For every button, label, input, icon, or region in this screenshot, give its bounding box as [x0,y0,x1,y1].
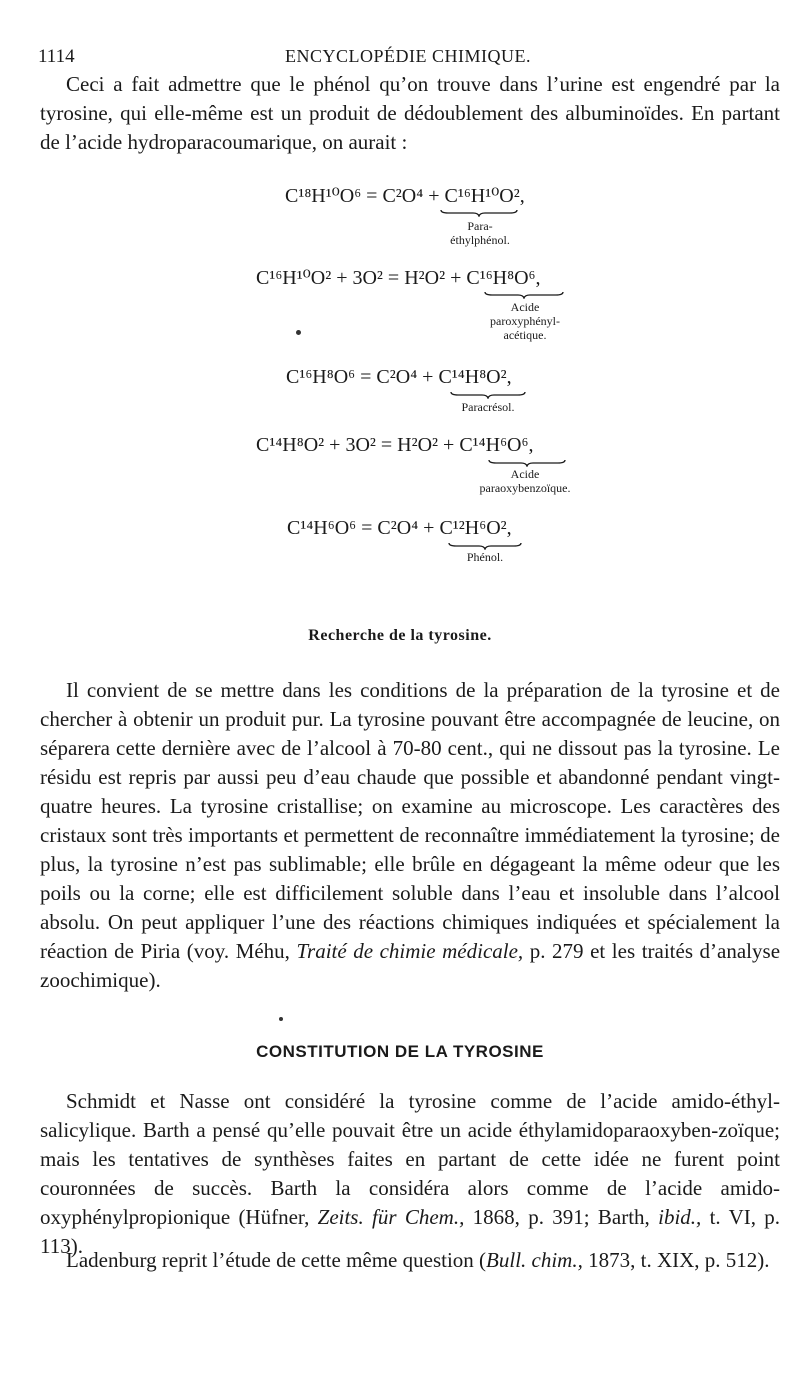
equation-2-brace [484,291,564,299]
ink-speck [296,330,301,335]
page-number: 1114 [38,46,75,67]
equation-1-lhs: C¹⁸H¹⁰O⁶ = C²O⁴ + [285,185,440,207]
running-title: ENCYCLOPÉDIE CHIMIQUE. [285,46,531,66]
constitution-text-b: 1868, p. 391; Barth, [472,1205,650,1229]
recherche-paragraph [40,676,780,995]
equation-5 [287,517,512,540]
equation-4 [256,434,533,457]
equation-2-lhs: C¹⁶H¹⁰O² + 3O² = H²O² + [256,267,462,289]
equation-4-product: C¹⁴H⁶O⁶, [459,434,534,456]
equation-3-lhs: C¹⁶H⁸O⁶ = C²O⁴ + [286,366,434,388]
constitution-paragraph-2 [40,1246,780,1275]
constitution-text-c: t. VI, p. 113). [40,1205,781,1258]
constitution-paragraph-1 [40,1087,780,1261]
constitution-p2-text-b: 1873, t. XIX, p. 512). [588,1248,770,1272]
section-heading-constitution: CONSTITUTION DE LA TYROSINE [256,1042,544,1061]
ink-speck [279,1017,283,1021]
equation-5-lhs: C¹⁴H⁶O⁶ = C²O⁴ + [287,517,435,539]
constitution-p2-citation: Bull. chim., [486,1248,583,1272]
constitution-p2-text-a: Ladenburg reprit l’étude de cette même question ( [66,1248,487,1272]
equation-5-brace [448,542,522,550]
equation-2-caption: Acide paroxyphényl- acétique. [490,300,560,342]
equation-4-brace [488,459,566,467]
equation-1-product: C¹⁶H¹⁰O², [444,185,525,207]
equation-5-caption: Phénol. [466,550,504,564]
constitution-text-a: Schmidt et Nasse ont considéré la tyrosine comme de l’acide amido-éthyl-salicylique. Barth a pensé qu’elle pouvait être un acide éthylamidoparaoxyben-zoïque; mais les tentatives de synthèses faites en partant de cette idée ne furent point couronnées de succès. Barth la considéra alors comme de l’acide amido-oxyphénylpropionique (Hüfner, [40,1089,780,1229]
intro-paragraph: Ceci a fait admettre que le phénol qu’on trouve dans l’urine est engendré par la tyrosine, qui elle-même est un produit de dédoublement des albuminoïdes. En partant de l’acide hydroparacoumarique, on aurait : [40,72,780,154]
constitution-citation-1: Zeits. für Chem., [317,1205,465,1229]
equation-3-product: C¹⁴H⁸O², [438,366,512,388]
equation-2-product: C¹⁶H⁸O⁶, [466,267,541,289]
equation-2 [256,265,541,290]
equation-1 [285,183,525,208]
equation-4-caption: Acide paraoxybenzoïque. [479,467,571,495]
recherche-citation-italic: Traité de chimie médicale, [296,939,524,963]
equation-1-brace [440,209,518,217]
section-heading-recherche: Recherche de la tyrosine. [308,627,492,644]
constitution-citation-2: ibid., [658,1205,702,1229]
equation-3-brace [450,391,526,399]
equation-1-caption: Para- éthylphénol. [450,219,510,247]
recherche-text-a: Il convient de se mettre dans les conditions de la préparation de la tyrosine et de chercher à obtenir un produit pur. La tyrosine pouvant être accompagnée de leucine, on séparera cette dernière avec de l’alcool à 70-80 cent., qui ne dissout pas la tyrosine. Le résidu est repris par aussi peu d’eau chaude que possible et abandonné pendant vingt-quatre heures. La tyrosine cristallise; on examine au microscope. Les caractères des cristaux sont très importants et permettent de reconnaître immédiatement la tyrosine; de plus, la tyrosine n’est pas sublimable; elle brûle en dégageant la même odeur que les poils ou la corne; elle est difficilement soluble dans l’eau et insoluble dans l’alcool absolu. On peut appliquer l’une des réactions chimiques indiquées et spécialement la réaction de Piria (voy. Méhu, [40,678,780,963]
equation-5-product: C¹²H⁶O², [439,517,512,539]
equation-3-caption: Paracrésol. [461,400,515,414]
equation-4-lhs: C¹⁴H⁸O² + 3O² = H²O² + [256,434,455,456]
page-header [38,46,778,70]
recherche-text-b: p. 279 et les traités d’analyse zoochimique). [40,939,781,992]
equation-3 [286,366,512,389]
